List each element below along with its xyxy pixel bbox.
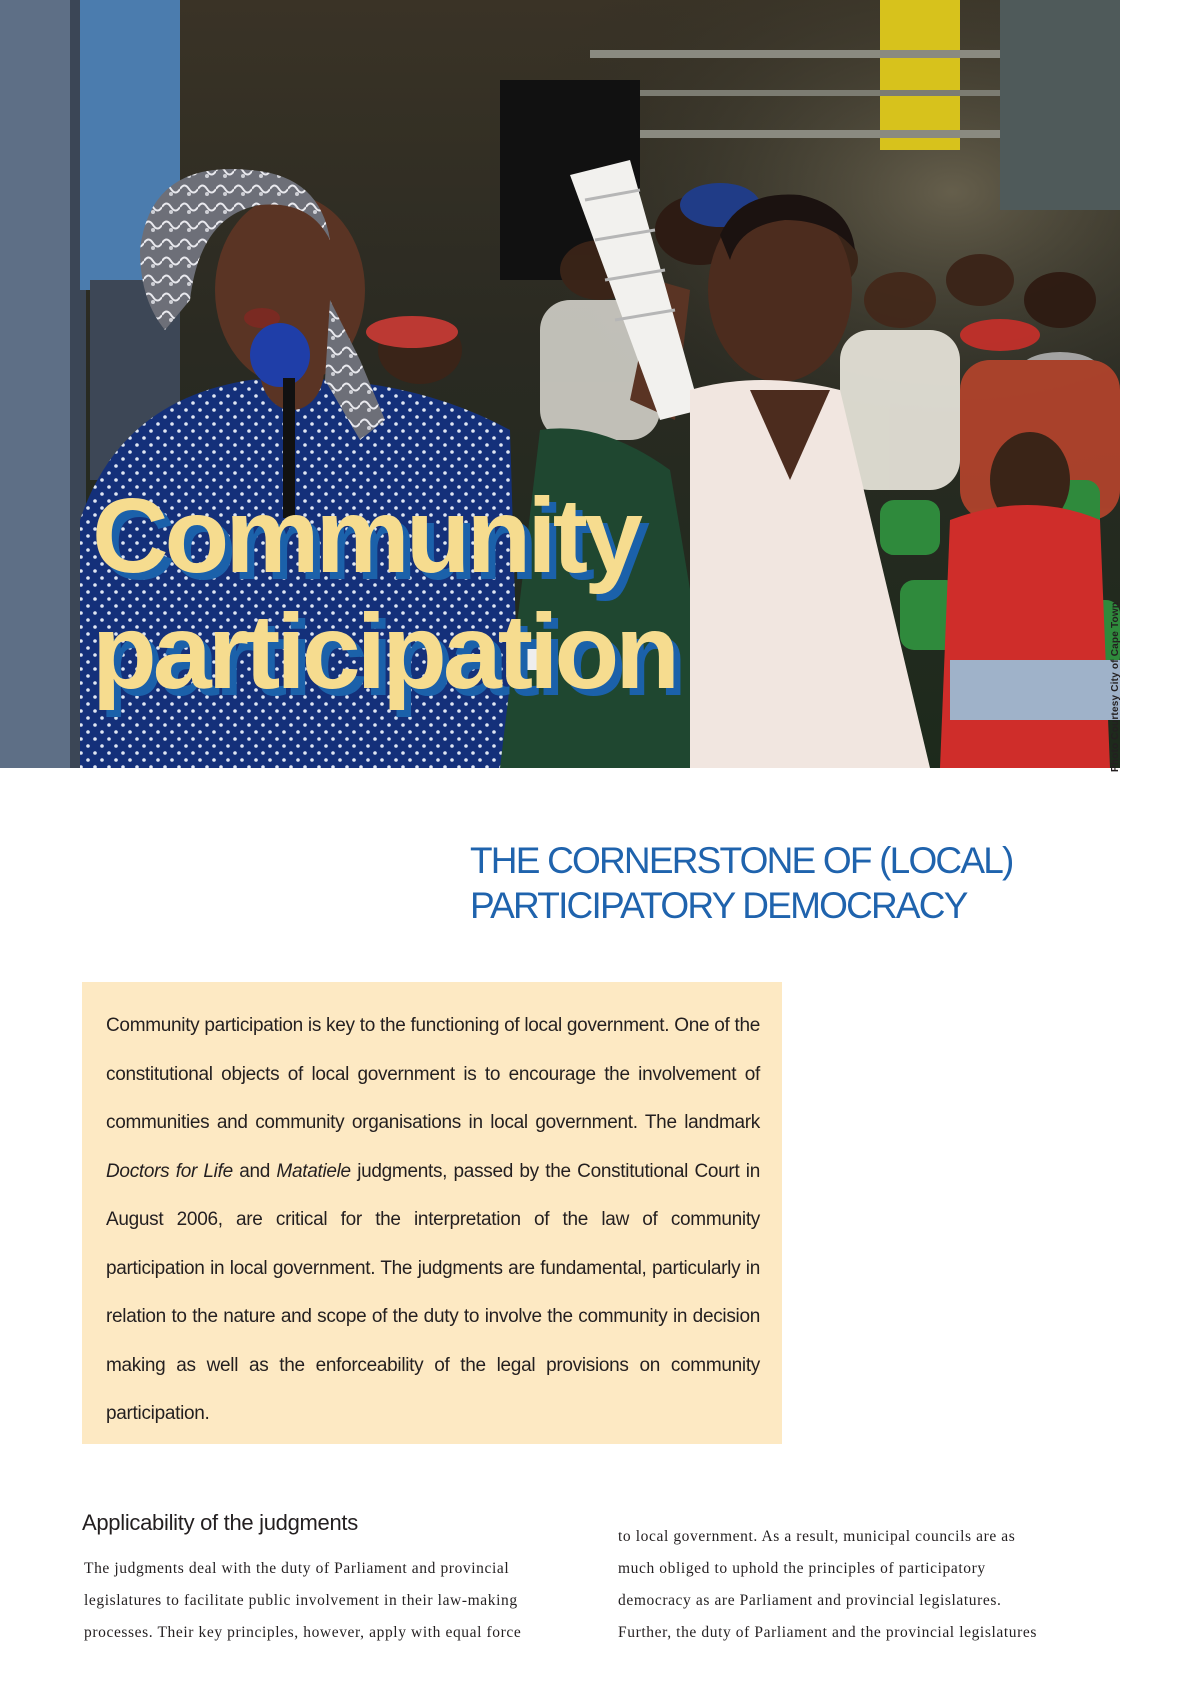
intro-paragraph (106, 1002, 760, 1439)
case-name-doctors-for-life: Doctors for Life (106, 1160, 233, 1182)
intro-text-and: and (232, 1160, 277, 1182)
page-title (92, 478, 676, 710)
title-line-2: participation (92, 593, 677, 711)
body-column-right (618, 1521, 1104, 1649)
subtitle-line-1: THE CORNERSTONE OF (LOCAL) (470, 840, 1013, 881)
title-line-1: Community (92, 477, 639, 595)
body-right-line-3: democracy as are Parliament and provincial legislatures. (618, 1592, 1002, 1609)
body-right-line-4: Further, the duty of Parliament and the provincial legislatures (618, 1624, 1037, 1641)
body-left-line-3: processes. Their key principles, however, apply with equal force (84, 1624, 522, 1641)
intro-text-part-1: Community participation is key to the functioning of local government. One of the constitutional objects of local government is to encourage the involvement of communities and community organisations in local government. The landmark (106, 1015, 760, 1133)
intro-text-part-2: judgments, passed by the Constitutional Court in August 2006, are critical for the interpretation of the law of community participation in local government. The judgments are fundamental, particularly in relation to the nature and scope of the duty to involve the community in decision making as well as the enforceability of the legal provisions on community participation. (106, 1160, 760, 1424)
section-heading: Applicability of the judgments (82, 1510, 358, 1535)
subtitle-line-2: PARTICIPATORY DEMOCRACY (470, 885, 967, 926)
body-right-line-2: much obliged to uphold the principles of participatory (618, 1560, 986, 1577)
intro-box (82, 982, 782, 1444)
body-left-line-1: The judgments deal with the duty of Parliament and provincial (84, 1560, 510, 1577)
case-name-matatiele: Matatiele (276, 1160, 351, 1182)
page-subtitle (470, 838, 1013, 928)
body-column-left (84, 1553, 586, 1649)
body-right-line-1: to local government. As a result, municipal councils are as (618, 1528, 1016, 1545)
body-left-line-2: legislatures to facilitate public involvement in their law-making (84, 1592, 518, 1609)
photo-credit: Photo Courtesy City of Cape Town (1110, 601, 1121, 772)
